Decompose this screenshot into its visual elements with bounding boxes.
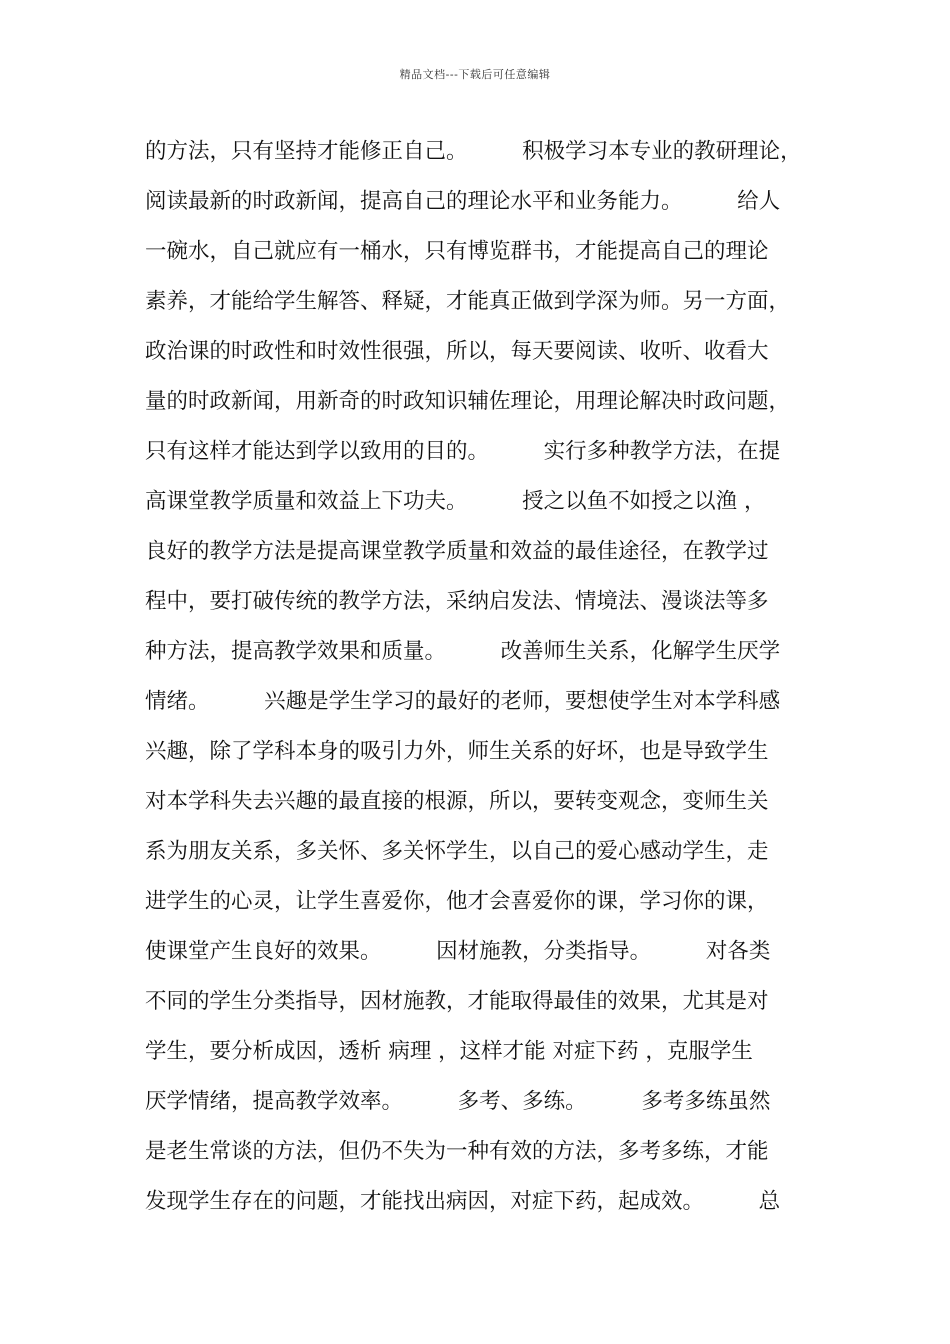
text-line: 一碗水，自己就应有一桶水，只有博览群书，才能提高自己的理论 [145, 239, 769, 264]
text-line: 是老生常谈的方法，但仍不失为一种有效的方法，多考多练，才能 [145, 1139, 769, 1164]
page-header: 精品文档---下载后可任意编辑 [399, 68, 551, 81]
text-line: 厌学情绪，提高教学效率。 多考、多练。 多考多练虽然 [145, 1089, 771, 1114]
text-line: 进学生的心灵，让学生喜爱你，他才会喜爱你的课，学习你的课， [145, 889, 769, 914]
text-line: 情绪。 兴趣是学生学习的最好的老师，要想使学生对本学科感 [145, 689, 781, 714]
text-line: 高课堂教学质量和效益上下功夫。 授之以鱼不如授之以渔 ， [145, 489, 766, 514]
text-line: 只有这样才能达到学以致用的目的。 实行多种教学方法，在提 [145, 439, 781, 464]
body-text [145, 127, 845, 1227]
text-line: 不同的学生分类指导，因材施教，才能取得最佳的效果，尤其是对 [145, 989, 769, 1014]
text-line: 阅读最新的时政新闻，提高自己的理论水平和业务能力。 给人 [145, 189, 781, 214]
text-line: 政治课的时政性和时效性很强，所以，每天要阅读、收听、收看大 [145, 339, 769, 364]
text-line: 程中，要打破传统的教学方法，采纳启发法、情境法、漫谈法等多 [145, 589, 769, 614]
text-line: 发现学生存在的问题，才能找出病因，对症下药，起成效。 总 [145, 1189, 781, 1214]
text-line: 兴趣，除了学科本身的吸引力外，师生关系的好坏，也是导致学生 [145, 739, 769, 764]
text-line: 的方法，只有坚持才能修正自己。 积极学习本专业的教研理论， [145, 139, 802, 164]
text-line: 良好的教学方法是提高课堂教学质量和效益的最佳途径，在教学过 [145, 539, 769, 564]
text-line: 使课堂产生良好的效果。 因材施教，分类指导。 对各类 [145, 939, 771, 964]
text-line: 种方法，提高教学效果和质量。 改善师生关系，化解学生厌学 [145, 639, 781, 664]
text-line: 对本学科失去兴趣的最直接的根源，所以，要转变观念，变师生关 [145, 789, 769, 814]
text-line: 量的时政新闻，用新奇的时政知识辅佐理论，用理论解决时政问题， [145, 389, 791, 414]
text-line: 系为朋友关系，多关怀、多关怀学生，以自己的爱心感动学生，走 [145, 839, 769, 864]
text-line: 学生，要分析成因，透析 病理 ，这样才能 对症下药 ，克服学生 [145, 1039, 753, 1064]
text-line: 素养，才能给学生解答、释疑，才能真正做到学深为师。另一方面， [145, 289, 791, 314]
